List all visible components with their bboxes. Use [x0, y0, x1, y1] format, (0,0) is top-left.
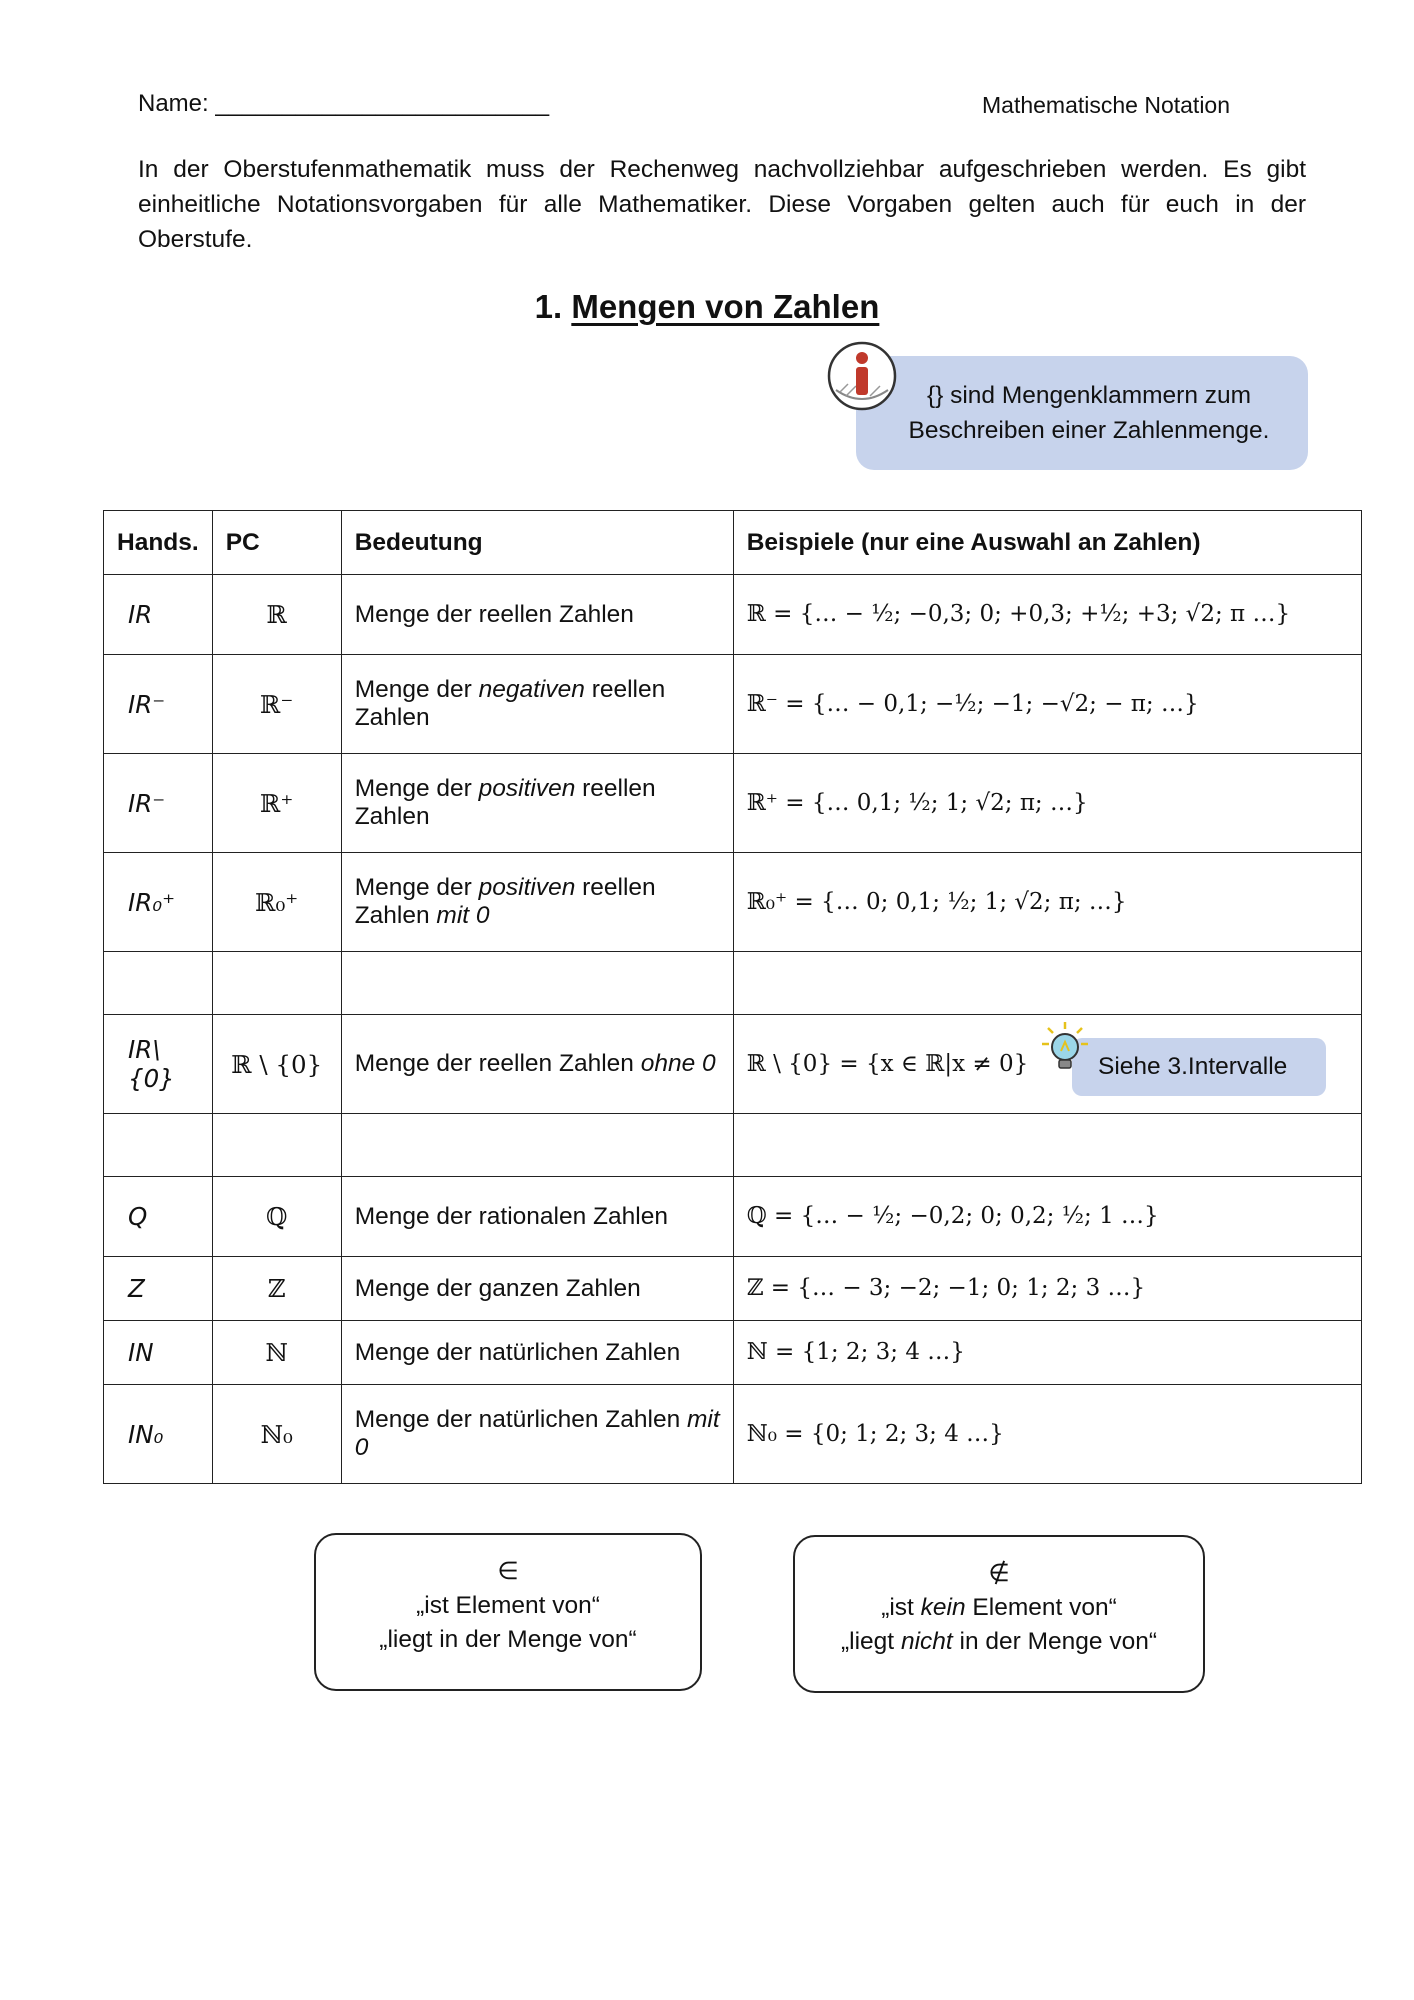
table-header-row	[104, 511, 1362, 575]
handwritten-symbol	[104, 952, 213, 1015]
meaning-cell: Menge der natürlichen Zahlen	[341, 1321, 733, 1385]
pc-symbol	[212, 952, 341, 1015]
example-cell	[733, 1114, 1361, 1177]
meaning-cell: Menge der natürlichen Zahlen mit 0	[341, 1385, 733, 1484]
meaning-cell	[341, 952, 733, 1015]
example-cell: ℕ₀ = {0; 1; 2; 3; 4 …}	[733, 1385, 1361, 1484]
handwritten-symbol: Z	[104, 1257, 213, 1321]
section-title: Mengen von Zahlen	[571, 288, 880, 325]
not-element-of-line1: „ist kein Element von“	[881, 1594, 1117, 1621]
table-row	[104, 952, 1362, 1015]
table-row	[104, 754, 1362, 853]
column-header: Beispiele (nur eine Auswahl an Zahlen)	[733, 511, 1361, 575]
table-row	[104, 1257, 1362, 1321]
column-header: PC	[212, 511, 341, 575]
document-title: Mathematische Notation	[982, 92, 1231, 118]
pc-symbol: ℝ₀⁺	[212, 853, 341, 952]
handwritten-symbol: IR⁻	[104, 655, 213, 754]
example-cell	[733, 952, 1361, 1015]
not-element-of-line2: „liegt nicht in der Menge von“	[841, 1628, 1157, 1655]
element-of-line1: „ist Element von“	[416, 1592, 600, 1619]
table-row	[104, 1177, 1362, 1257]
meaning-cell	[341, 1114, 733, 1177]
meaning-cell: Menge der rationalen Zahlen	[341, 1177, 733, 1257]
handwritten-symbol: IN	[104, 1321, 213, 1385]
table-row	[104, 575, 1362, 655]
table-row	[104, 1385, 1362, 1484]
pc-symbol: ℝ⁺	[212, 754, 341, 853]
example-cell: ℝ⁺ = {… 0,1; ½; 1; √2; π; …}	[733, 754, 1361, 853]
handwritten-symbol: IR⁻	[104, 754, 213, 853]
meaning-cell: Menge der reellen Zahlen	[341, 575, 733, 655]
pc-symbol: ℕ₀	[212, 1385, 341, 1484]
pc-symbol	[212, 1114, 341, 1177]
handwritten-symbol: IR₀⁺	[104, 853, 213, 952]
meaning-cell: Menge der reellen Zahlen ohne 0	[341, 1015, 733, 1114]
example-cell: ℝ⁻ = {… − 0,1; −½; −1; −√2; − π; …}	[733, 655, 1361, 754]
handwritten-symbol: IR	[104, 575, 213, 655]
element-of-box	[314, 1533, 702, 1691]
not-element-of-box	[793, 1535, 1205, 1693]
handwritten-symbol: IR\{0}	[104, 1015, 213, 1114]
not-element-of-symbol: ∉	[988, 1560, 1010, 1587]
meaning-cell: Menge der negativen reellen Zahlen	[341, 655, 733, 754]
pc-symbol: ℤ	[212, 1257, 341, 1321]
example-cell: ℝ \ {0} = {x ∈ ℝ|x ≠ 0}	[733, 1015, 1361, 1114]
table-row	[104, 1114, 1362, 1177]
column-header: Hands.	[104, 511, 213, 575]
table-row	[104, 655, 1362, 754]
example-cell: ℝ₀⁺ = {… 0; 0,1; ½; 1; √2; π; …}	[733, 853, 1361, 952]
lightbulb-icon	[1040, 1020, 1090, 1076]
pc-symbol: ℝ	[212, 575, 341, 655]
table-row	[104, 1321, 1362, 1385]
example-cell: ℕ = {1; 2; 3; 4 …}	[733, 1321, 1361, 1385]
example-cell: ℚ = {… − ½; −0,2; 0; 0,2; ½; 1 …}	[733, 1177, 1361, 1257]
info-callout	[856, 356, 1308, 470]
info-callout-line2: Beschreiben einer Zahlenmenge.	[908, 417, 1270, 444]
section-number: 1.	[534, 288, 563, 325]
pc-symbol: ℝ⁻	[212, 655, 341, 754]
meaning-cell: Menge der positiven reellen Zahlen	[341, 754, 733, 853]
pc-symbol: ℚ	[212, 1177, 341, 1257]
handwritten-symbol: IN₀	[104, 1385, 213, 1484]
intro-paragraph: In der Oberstufenmathematik muss der Rechenweg nachvollziehbar aufgeschrieben werden. Es gibt einheitliche Notationsvorgaben für alle Mathematiker. Diese Vorgaben gelten auch für euch in der Oberstufe.	[138, 156, 1306, 253]
column-header: Bedeutung	[341, 511, 733, 575]
pc-symbol: ℝ \ {0}	[212, 1015, 341, 1114]
number-sets-table	[103, 510, 1362, 1484]
meaning-cell: Menge der ganzen Zahlen	[341, 1257, 733, 1321]
example-cell: ℤ = {… − 3; −2; −1; 0; 1; 2; 3 …}	[733, 1257, 1361, 1321]
pc-symbol: ℕ	[212, 1321, 341, 1385]
handwritten-symbol: Q	[104, 1177, 213, 1257]
table-row	[104, 853, 1362, 952]
info-icon	[826, 340, 898, 412]
example-cell: ℝ = {… − ½; −0,3; 0; +0,3; +½; +3; √2; π …}	[733, 575, 1361, 655]
name-field-label: Name: _________________________	[138, 90, 550, 117]
element-of-symbol: ∈	[497, 1558, 519, 1585]
meaning-cell: Menge der positiven reellen Zahlen mit 0	[341, 853, 733, 952]
element-of-line2: „liegt in der Menge von“	[379, 1626, 637, 1653]
info-callout-line1: {} sind Mengenklammern zum	[926, 382, 1252, 409]
section-heading	[0, 288, 1414, 326]
handwritten-symbol	[104, 1114, 213, 1177]
hint-callout: Siehe 3.Intervalle	[1072, 1038, 1326, 1096]
